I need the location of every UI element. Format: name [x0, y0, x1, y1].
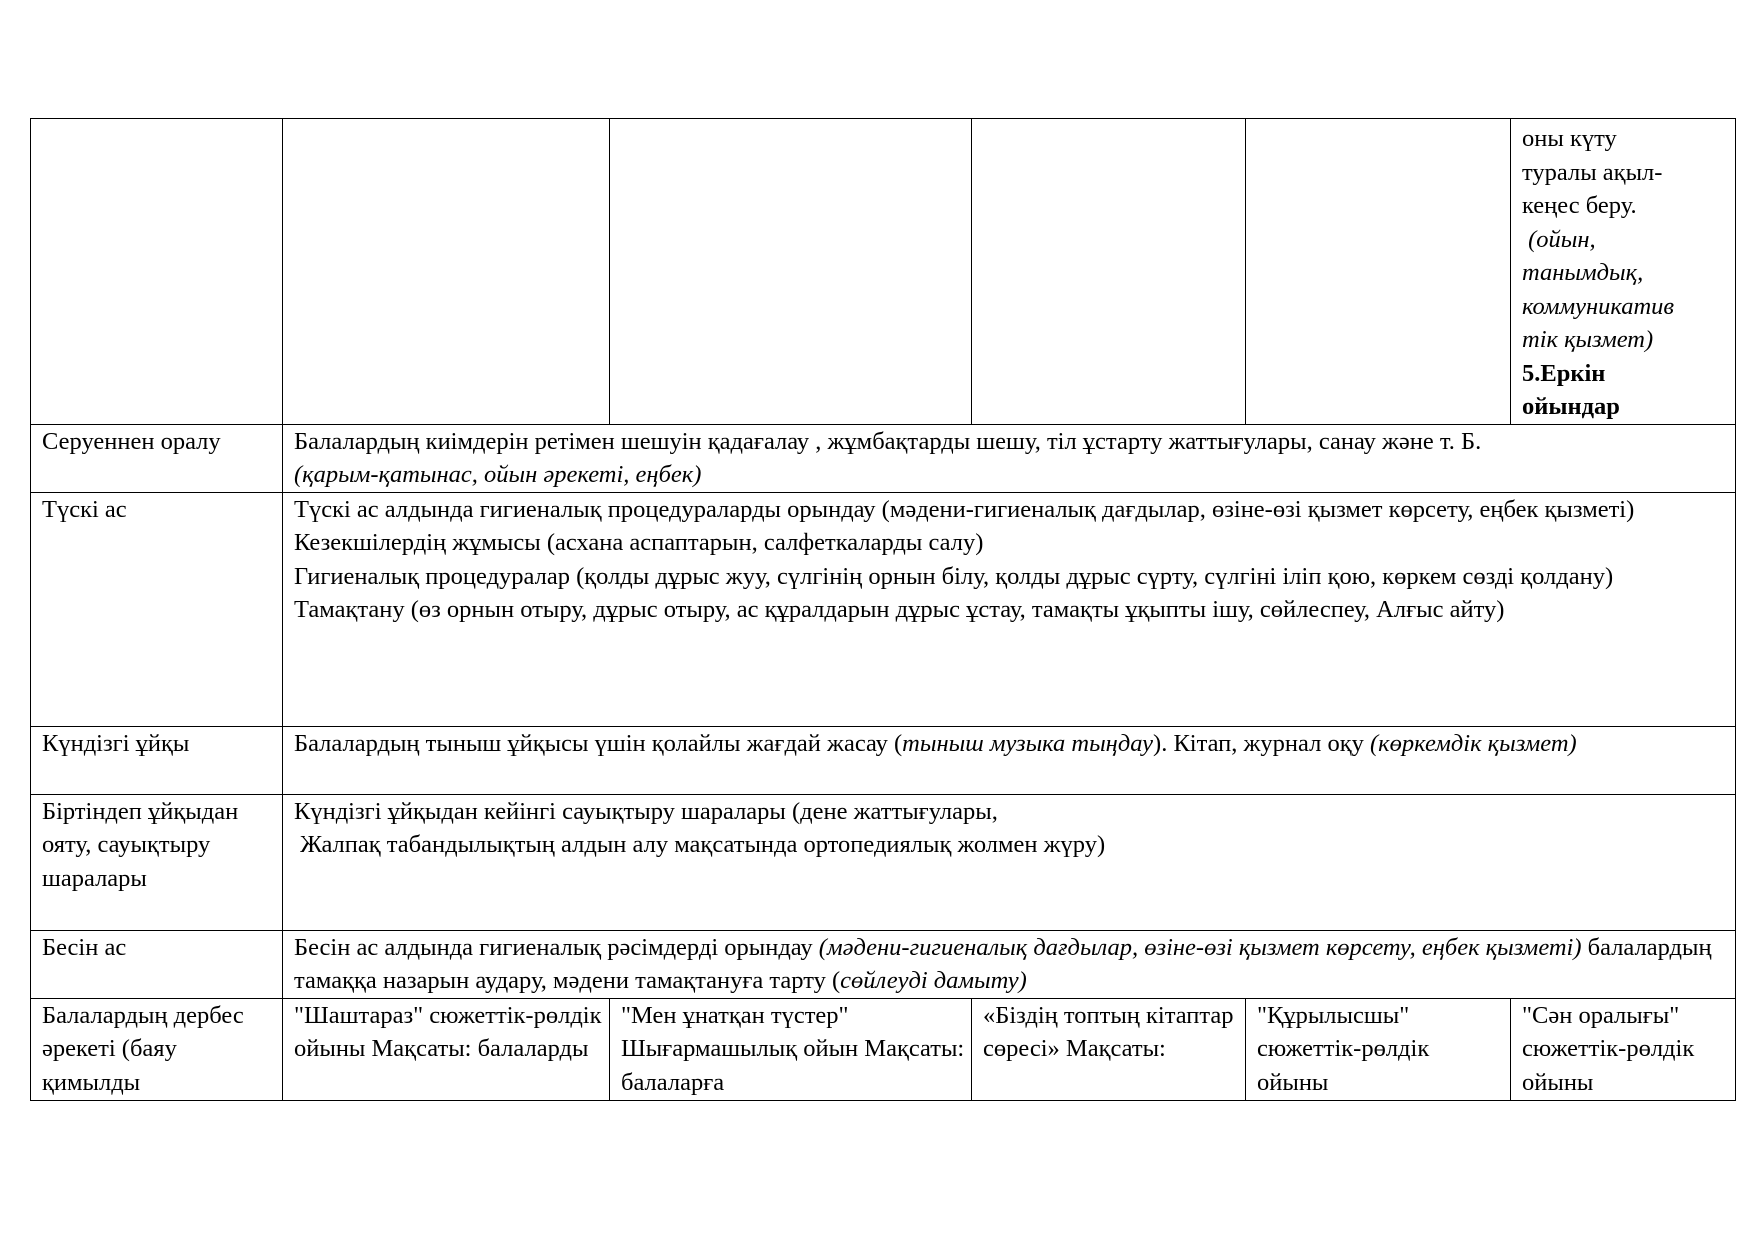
table-row	[31, 930, 1736, 998]
row-label: Күндізгі ұйқы	[31, 726, 283, 794]
table-cell	[283, 492, 1736, 726]
cell-text-bold: ойындар	[1522, 393, 1620, 420]
cell-paragraph: Күндізгі ұйқыдан кейінгі сауықтыру шаралары (дене жаттығулары,	[294, 797, 998, 825]
cell-text: Бесін ас алдында гигиеналық рәсімдерді орындау	[294, 933, 819, 961]
cell-text: балалардың тамаққа назарын аудару, мәдени тамақтануға тарту (	[294, 933, 1718, 994]
cell-text: туралы ақыл-	[1522, 158, 1663, 186]
daily-plan-table	[30, 118, 1736, 1101]
cell-text-italic: (мәдени-гигиеналық дағдылар, өзіне-өзі қызмет көрсету, еңбек қызметі)	[818, 933, 1582, 961]
table-cell	[610, 119, 972, 425]
row-label: Серуеннен оралу	[31, 424, 283, 492]
table-cell	[283, 119, 610, 425]
table-row	[31, 998, 1736, 1100]
cell-text-italic: коммуникатив	[1522, 292, 1675, 320]
cell-text: оны күту	[1522, 125, 1617, 152]
cell-text-italic: (ойын,	[1522, 225, 1596, 253]
table-cell: "Шаштараз" сюжеттік-рөлдік ойыны Мақсаты: балаларды	[283, 998, 610, 1100]
cell-text-italic: тік қызмет)	[1522, 326, 1654, 353]
cell-text-italic: (көркемдік қызмет)	[1370, 729, 1577, 757]
table-cell: "Мен ұнатқан түстер" Шығармашылық ойын Мақсаты: балаларға	[610, 998, 972, 1100]
table-row	[31, 726, 1736, 794]
cell-paragraph: Түскі ас алдында гигиеналық процедураларды орындау (мәдени-гигиеналық дағдылар, өзіне-өзі қызмет көрсету, еңбек қызметі)	[294, 495, 1635, 523]
table-cell	[283, 930, 1736, 998]
table-cell	[1511, 119, 1736, 425]
row-label: Бесін ас	[31, 930, 283, 998]
table-cell: "Сән оралығы" сюжеттік-рөлдік ойыны	[1511, 998, 1736, 1100]
cell-paragraph: Жалпақ табандылықтың алдын алу мақсатында ортопедиялық жолмен жүру)	[294, 831, 1106, 858]
table-row	[31, 492, 1736, 726]
cell-paragraph: Тамақтану (өз орнын отыру, дұрыс отыру, ас құралдарын дұрыс ұстау, тамақты ұқыпты ішу, сөйлеспеу, Алғыс айту)	[294, 596, 1505, 623]
row-label: Түскі ас	[31, 492, 283, 726]
cell-text-italic: тыныш музыка тыңдау	[902, 729, 1154, 757]
row-label: Біртіндеп ұйқыдан ояту, сауықтыру шаралары	[31, 794, 283, 930]
table-cell: «Біздің топтың кітаптар сөресі» Мақсаты:	[972, 998, 1246, 1100]
cell-text: ). Кітап, журнал оқу	[1153, 729, 1371, 757]
cell-text-bold: 5.Еркін	[1522, 359, 1606, 387]
table-row	[31, 119, 1736, 425]
table-cell	[283, 726, 1736, 794]
cell-paragraph: Гигиеналық процедуралар (қолды дұрыс жуу, сүлгінің орнын білу, қолды дұрыс сүрту, сүлгіні іліп қою, көркем сөзді қолдану)	[294, 562, 1614, 590]
cell-text-italic: (қарым-қатынас, ойын әрекеті, еңбек)	[294, 461, 702, 488]
table-cell	[283, 424, 1736, 492]
table-row	[31, 794, 1736, 930]
cell-text: кеңес беру.	[1522, 192, 1637, 219]
table-cell	[1246, 119, 1511, 425]
cell-text: Балалардың киімдерін ретімен шешуін қадағалау , жұмбақтарды шешу, тіл ұстарту жаттығулары, санау және т. Б.	[294, 427, 1482, 455]
cell-text-italic: танымдық,	[1522, 259, 1644, 286]
table-cell	[972, 119, 1246, 425]
table-cell: "Құрылысшы" сюжеттік-рөлдік ойыны	[1246, 998, 1511, 1100]
cell-text: Балалардың тыныш ұйқысы үшін қолайлы жағдай жасау (	[294, 729, 903, 757]
table-cell	[283, 794, 1736, 930]
table-cell	[31, 119, 283, 425]
cell-text-italic: сөйлеуді дамыту)	[840, 967, 1027, 994]
row-label: Балалардың дербес әрекеті (баяу қимылды	[31, 998, 283, 1100]
table-row	[31, 424, 1736, 492]
cell-paragraph: Кезекшілердің жұмысы (асхана аспаптарын, салфеткаларды салу)	[294, 529, 984, 556]
